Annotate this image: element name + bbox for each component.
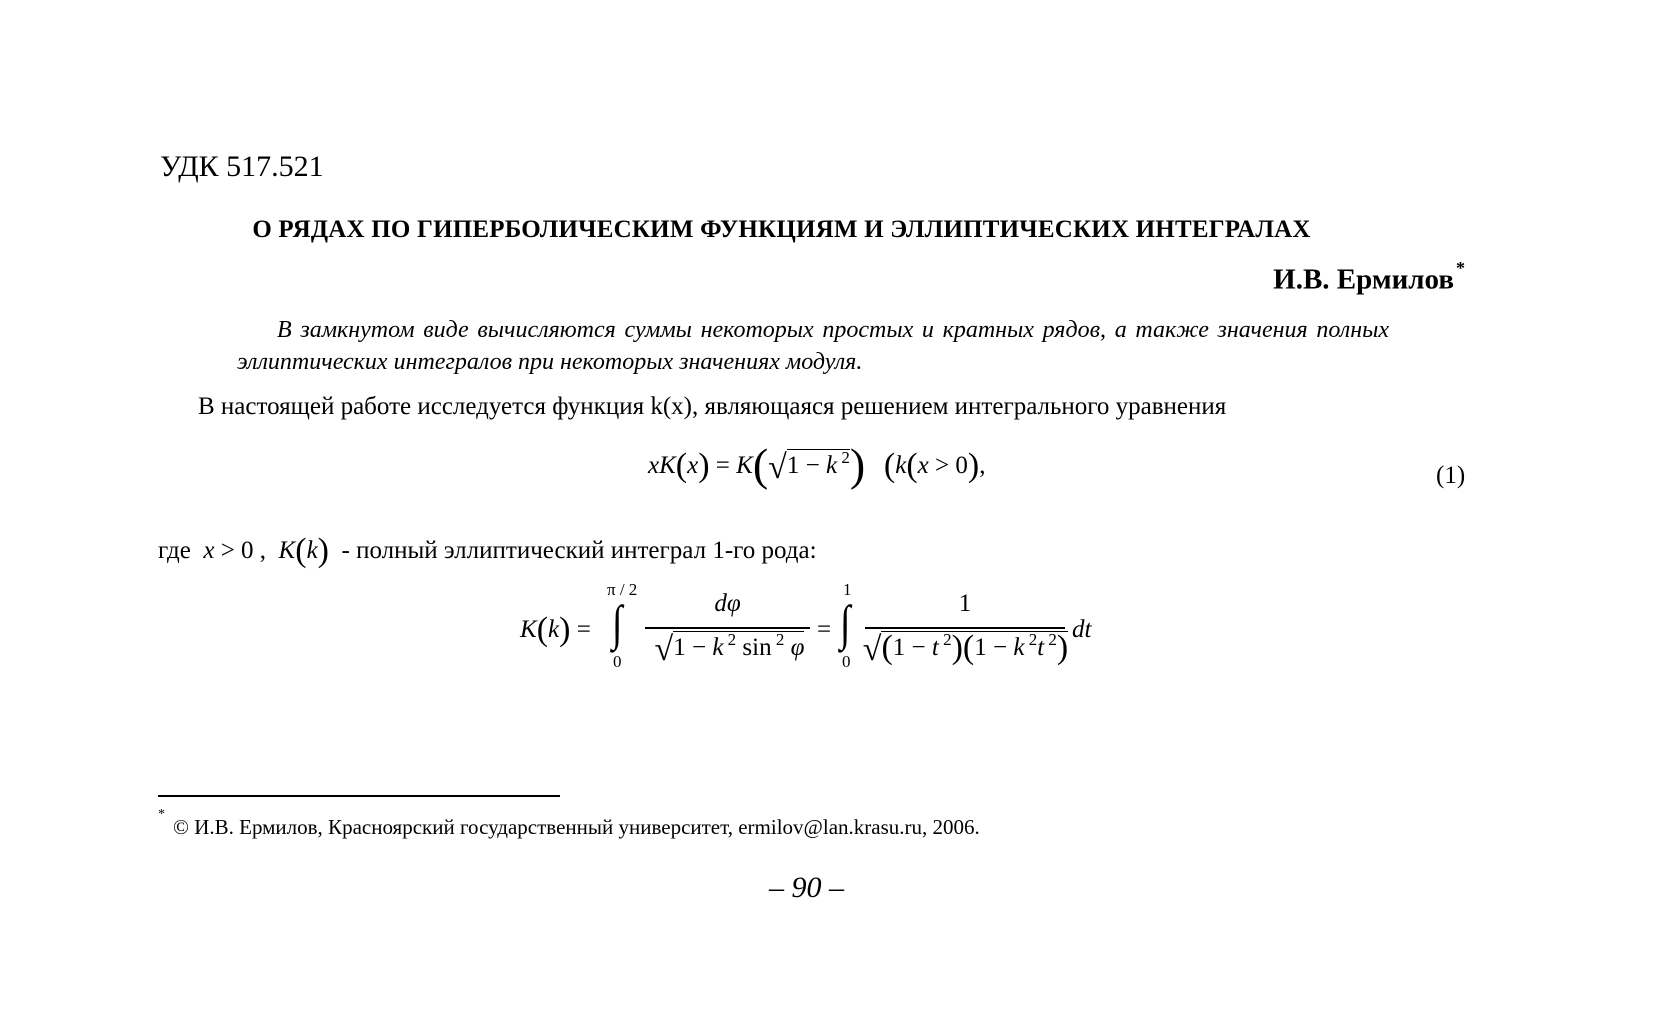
footnote-separator [158,795,560,797]
paper-title [0,216,1653,244]
author-name: И.В. Ермилов [1273,263,1454,296]
intro-paragraph: В настоящей работе исследуется функция k(x), являющаяся решением интегрального уравнения [198,393,1227,420]
where-prefix: где [158,537,191,564]
where-line: где x > 0 , K(k) - полный эллиптический интеграл 1-го рода: [158,532,817,569]
eq2-lhs: K(k) = [520,611,591,648]
footnote-text: © И.В. Ермилов, Красноярский государственный университет, ermilov@lan.krasu.ru, 2006. [173,815,980,839]
abstract: В замкнутом виде вычисляются суммы некоторых простых и кратных рядов, а также значения полных эллиптических интегралов при некоторых значениях модуля. [237,317,1389,375]
paper-title-text: О РЯДАХ ПО ГИПЕРБОЛИЧЕСКИМ ФУНКЦИЯМ И ЭЛЛИПТИЧЕСКИХ ИНТЕГРАЛАХ [252,216,1311,243]
footnote [158,807,980,840]
equation-2: K(k) = π / 2 ∫ 0 dφ √1 − k $^2$ sin $^2$ φ = 1 ∫ 0 1 √(1 − t $^2$)(1 − k $^2$t $^2$) dt [520,580,1092,671]
where-suffix: - полный эллиптический интеграл 1-го рода: [341,537,817,564]
author-footnote-mark: * [1456,258,1465,278]
author [1273,258,1465,297]
udk-code: УДК 517.521 [160,150,324,183]
page-number-text: – 90 – [769,871,844,904]
footnote-mark: * [158,807,165,822]
page-number [0,871,1653,905]
equation-1-number: (1) [1436,462,1466,489]
equation-1: xK(x) = K(√1 − k $^2$) (k(x > 0), [648,439,986,490]
